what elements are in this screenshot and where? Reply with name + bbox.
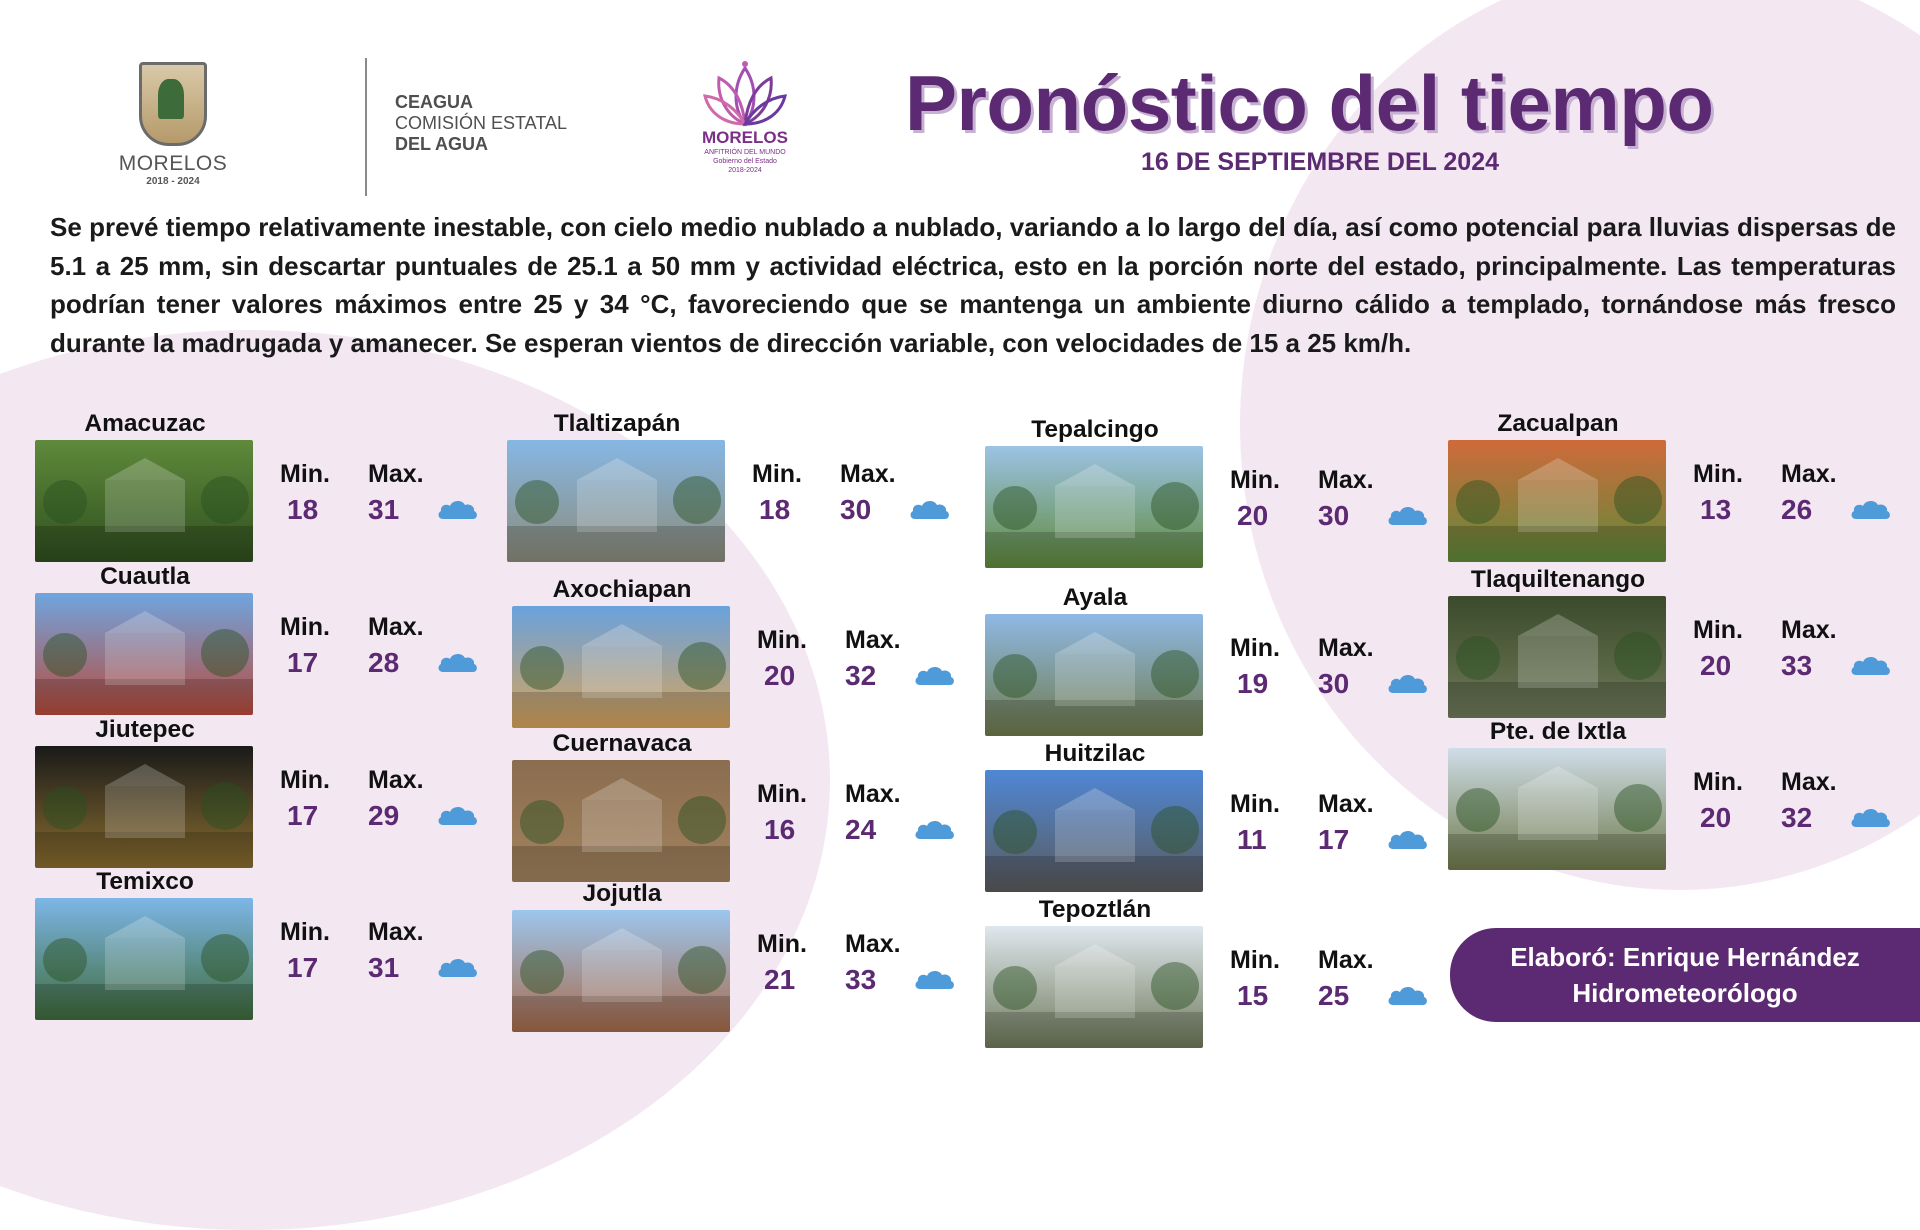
max-temp: 28: [368, 647, 400, 678]
cloud-icon: [1850, 806, 1892, 828]
city-name: Jojutla: [582, 880, 662, 907]
city-name: Temixco: [96, 868, 194, 895]
city-photo: [985, 614, 1203, 736]
min-temp: 20: [764, 660, 796, 691]
max-temp: 24: [845, 814, 877, 845]
city-photo: [507, 440, 725, 562]
max-label: Max.: [1781, 768, 1837, 796]
max-temp: 32: [1781, 802, 1813, 833]
cloud-icon: [437, 651, 479, 673]
city-card: [507, 410, 967, 560]
min-temp: 17: [287, 952, 319, 983]
city-photo: [1448, 440, 1666, 562]
city-name: Ayala: [1062, 584, 1128, 611]
city-name: Jiutepec: [95, 716, 195, 743]
min-label: Min.: [280, 613, 330, 641]
city-photo: [512, 760, 730, 882]
max-temp: 29: [368, 800, 400, 831]
logo-subtitle-3: 2018-2024: [728, 167, 762, 174]
max-temp: 32: [845, 660, 877, 691]
max-label: Max.: [1318, 634, 1374, 662]
city-photo: [35, 746, 253, 868]
min-label: Min.: [752, 460, 802, 488]
city-photo: [985, 446, 1203, 568]
max-label: Max.: [845, 930, 901, 958]
min-label: Min.: [280, 460, 330, 488]
min-temp: 11: [1237, 824, 1267, 855]
seal-name: MORELOS: [118, 152, 228, 175]
min-temp: 21: [764, 964, 796, 995]
min-label: Min.: [757, 930, 807, 958]
city-card: [985, 740, 1445, 890]
min-temp: 18: [759, 494, 791, 525]
city-photo: [512, 606, 730, 728]
coat-of-arms-icon: [139, 62, 207, 146]
city-name: Axochiapan: [552, 576, 692, 603]
agency-line-3: DEL AGUA: [395, 134, 489, 154]
min-label: Min.: [1693, 460, 1743, 488]
city-name: Cuautla: [100, 563, 190, 590]
city-photo: [1448, 748, 1666, 870]
agency-line-2: COMISIÓN ESTATAL: [395, 113, 568, 133]
city-card: [35, 868, 495, 1018]
min-label: Min.: [1693, 768, 1743, 796]
max-temp: 25: [1318, 980, 1350, 1011]
max-label: Max.: [1318, 946, 1374, 974]
min-label: Min.: [1230, 466, 1280, 494]
cloud-icon: [914, 818, 956, 840]
city-card: [35, 563, 495, 713]
logo-subtitle-2: Gobierno del Estado: [713, 158, 777, 165]
cloud-icon: [1387, 504, 1429, 526]
cloud-icon: [914, 968, 956, 990]
cloud-icon: [909, 498, 951, 520]
city-card: [985, 584, 1445, 734]
credit-author: Elaboró: Enrique Hernández: [1510, 942, 1860, 972]
max-temp: 26: [1781, 494, 1813, 525]
max-label: Max.: [368, 766, 424, 794]
max-label: Max.: [1781, 616, 1837, 644]
cloud-icon: [1850, 654, 1892, 676]
cloud-icon: [437, 804, 479, 826]
max-label: Max.: [1318, 790, 1374, 818]
min-label: Min.: [757, 780, 807, 808]
city-name: Cuernavaca: [552, 730, 692, 757]
max-label: Max.: [845, 626, 901, 654]
agency-name: [395, 92, 567, 155]
agency-line-1: CEAGUA: [395, 92, 474, 112]
city-card: [512, 730, 972, 880]
min-temp: 15: [1237, 980, 1269, 1011]
logo-subtitle-1: ANFITRIÓN DEL MUNDO: [704, 149, 786, 156]
city-card: [1448, 410, 1908, 560]
city-card: [512, 880, 972, 1030]
min-label: Min.: [757, 626, 807, 654]
city-card: [1448, 566, 1908, 716]
city-photo: [35, 898, 253, 1020]
city-card: [35, 716, 495, 866]
city-photo: [985, 770, 1203, 892]
max-temp: 33: [1781, 650, 1813, 681]
city-name: Tlaltizapán: [553, 410, 681, 437]
city-card: [985, 896, 1445, 1046]
max-label: Max.: [368, 613, 424, 641]
cloud-icon: [1850, 498, 1892, 520]
city-photo: [985, 926, 1203, 1048]
min-temp: 13: [1700, 494, 1732, 525]
cloud-icon: [437, 498, 479, 520]
max-label: Max.: [368, 460, 424, 488]
min-temp: 17: [287, 800, 319, 831]
city-card: [1448, 718, 1908, 868]
lotus-icon: [703, 58, 787, 130]
min-label: Min.: [1230, 634, 1280, 662]
forecast-date: 16 DE SEPTIEMBRE DEL 2024: [1141, 148, 1500, 176]
city-photo: [35, 440, 253, 562]
min-temp: 20: [1700, 802, 1732, 833]
max-label: Max.: [1781, 460, 1837, 488]
city-name: Huitzilac: [1044, 740, 1146, 767]
max-temp: 33: [845, 964, 877, 995]
max-temp: 30: [1318, 500, 1350, 531]
city-name: Tepoztlán: [1038, 896, 1152, 923]
city-name: Amacuzac: [84, 410, 206, 437]
max-temp: 30: [1318, 668, 1350, 699]
city-name: Zacualpan: [1497, 410, 1619, 437]
max-label: Max.: [840, 460, 896, 488]
city-card: [512, 576, 972, 726]
min-label: Min.: [280, 918, 330, 946]
max-temp: 30: [840, 494, 872, 525]
cloud-icon: [1387, 672, 1429, 694]
forecast-description: Se prevé tiempo relativamente inestable, con cielo medio nublado a nublado, variando a lo largo del día, así como potencial para lluvias dispersas de 5.1 a 25 mm, sin descartar puntuales de 25.1 a 50 mm y actividad eléctrica, esto en la porción norte del estado, principalmente. Las temperaturas podrían tener valores máximos entre 25 y 34 °C, favoreciendo que se mantenga un ambiente diurno cálido a templado, tornándose más fresco durante la madrugada y amanecer. Se esperan vientos de dirección variable, con velocidades de 15 a 25 km/h.: [50, 212, 1896, 358]
city-photo: [35, 593, 253, 715]
min-label: Min.: [1230, 946, 1280, 974]
max-temp: 17: [1318, 824, 1350, 855]
cloud-icon: [1387, 984, 1429, 1006]
cloud-icon: [914, 664, 956, 686]
max-label: Max.: [1318, 466, 1374, 494]
city-card: [985, 416, 1445, 566]
city-name: Pte. de Ixtla: [1489, 718, 1627, 745]
min-temp: 16: [764, 814, 796, 845]
min-label: Min.: [1230, 790, 1280, 818]
page-title: Pronóstico del tiempo: [905, 59, 1714, 147]
city-name: Tlaquiltenango: [1470, 566, 1646, 593]
cloud-icon: [437, 956, 479, 978]
min-label: Min.: [280, 766, 330, 794]
credit-banner: [1450, 928, 1920, 1022]
header-divider: [365, 58, 367, 196]
min-temp: 18: [287, 494, 319, 525]
city-card: [35, 410, 495, 560]
city-name: Tepalcingo: [1031, 416, 1159, 443]
cloud-icon: [1387, 828, 1429, 850]
max-label: Max.: [845, 780, 901, 808]
logo-name: MORELOS: [702, 128, 788, 147]
morelos-lotus-logo: [680, 58, 810, 175]
min-label: Min.: [1693, 616, 1743, 644]
min-temp: 19: [1237, 668, 1269, 699]
city-photo: [512, 910, 730, 1032]
max-temp: 31: [368, 494, 400, 525]
min-temp: 17: [287, 647, 319, 678]
max-label: Max.: [368, 918, 424, 946]
min-temp: 20: [1237, 500, 1269, 531]
city-photo: [1448, 596, 1666, 718]
min-temp: 20: [1700, 650, 1732, 681]
max-temp: 31: [368, 952, 400, 983]
credit-role: Hidrometeorólogo: [1572, 978, 1798, 1008]
seal-years: 2018 - 2024: [146, 176, 200, 187]
morelos-seal-logo: [118, 62, 228, 187]
header: [0, 0, 1920, 210]
